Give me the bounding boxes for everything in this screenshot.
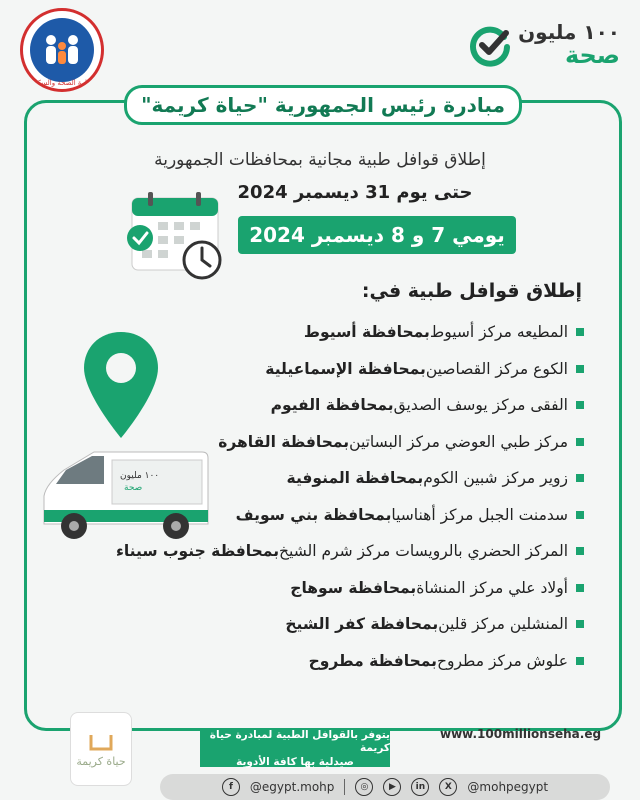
list-item: المركز الحضري بالرويسات مركز شرم الشيخ بمحافظة جنوب سيناء [114,533,584,570]
bullet-icon [576,620,584,628]
bullet-icon [576,474,584,482]
bullet-icon [576,511,584,519]
social-bar [160,774,610,800]
brand-check-icon [468,23,512,67]
facebook-handle[interactable]: @egypt.mohp [249,780,335,794]
caravans-subtitle: إطلاق قوافل طبية مجانية بمحافظات الجمهورية [154,150,486,170]
van-brand-line1: ١٠٠ مليون [120,471,160,481]
brand-line1: ١٠٠ مليون [518,20,620,44]
list-item: مركز طبي العوضي مركز البساتين بمحافظة القاهرة [114,424,584,461]
list-item: أولاد علي مركز المنشاة بمحافظة سوهاج [114,570,584,607]
location-pin-icon [80,328,162,448]
bullet-icon [576,584,584,592]
hayah-karima-icon [86,731,116,755]
list-item: زوير مركز شبين الكوم بمحافظة المنوفية [114,460,584,497]
instagram-icon[interactable]: ◎ [355,778,373,796]
facebook-icon[interactable]: f [222,778,240,796]
list-item: المنشلين مركز قلين بمحافظة كفر الشيخ [114,606,584,643]
linkedin-icon[interactable]: in [411,778,429,796]
list-item: الكوع مركز القصاصين بمحافظة الإسماعيلية [114,351,584,388]
x-icon[interactable]: X [439,778,457,796]
brand-line2: صحة [564,41,620,69]
until-date: حتى يوم 31 ديسمبر 2024 [237,182,473,203]
pharmacy-banner: يتوفر بالقوافل الطبية لمبادرة حياة كريمة صيدلية بها كافة الأدوية [200,731,390,767]
medical-van-icon [34,440,214,550]
list-item: علوش مركز مطروح بمحافظة مطروح [114,643,584,680]
website-link[interactable]: www.100millionseha.eg [440,727,602,741]
ministry-emblem-icon [30,18,94,82]
bullet-icon [576,401,584,409]
section-heading: إطلاق قوافل طبية في: [361,280,582,302]
van-brand-line2: صحة [124,483,143,493]
youtube-icon[interactable]: ▶ [383,778,401,796]
bullet-icon [576,547,584,555]
bullet-icon [576,438,584,446]
bullet-icon [576,365,584,373]
hayah-karima-logo [70,712,132,786]
calendar-clock-icon [124,188,224,284]
brand-logo [468,22,620,68]
hayah-karima-text: حياة كريمة [76,754,126,768]
ministry-caption: وزارة الصحة والسكان [30,79,94,87]
event-date-banner: يومي 7 و 8 ديسمبر 2024 [238,216,516,254]
initiative-title: مبادرة رئيس الجمهورية "حياة كريمة" [124,85,522,125]
bullet-icon [576,328,584,336]
list-item: الفقى مركز يوسف الصديق بمحافظة الفيوم [114,387,584,424]
list-item: المطيعه مركز أسيوط بمحافظة أسيوط [114,314,584,351]
bullet-icon [576,657,584,665]
list-item: سدمنت الجبل مركز أهناسيا بمحافظة بني سويف [114,497,584,534]
ministry-logo [20,8,104,92]
social-handle[interactable]: @mohpegypt [467,780,549,794]
